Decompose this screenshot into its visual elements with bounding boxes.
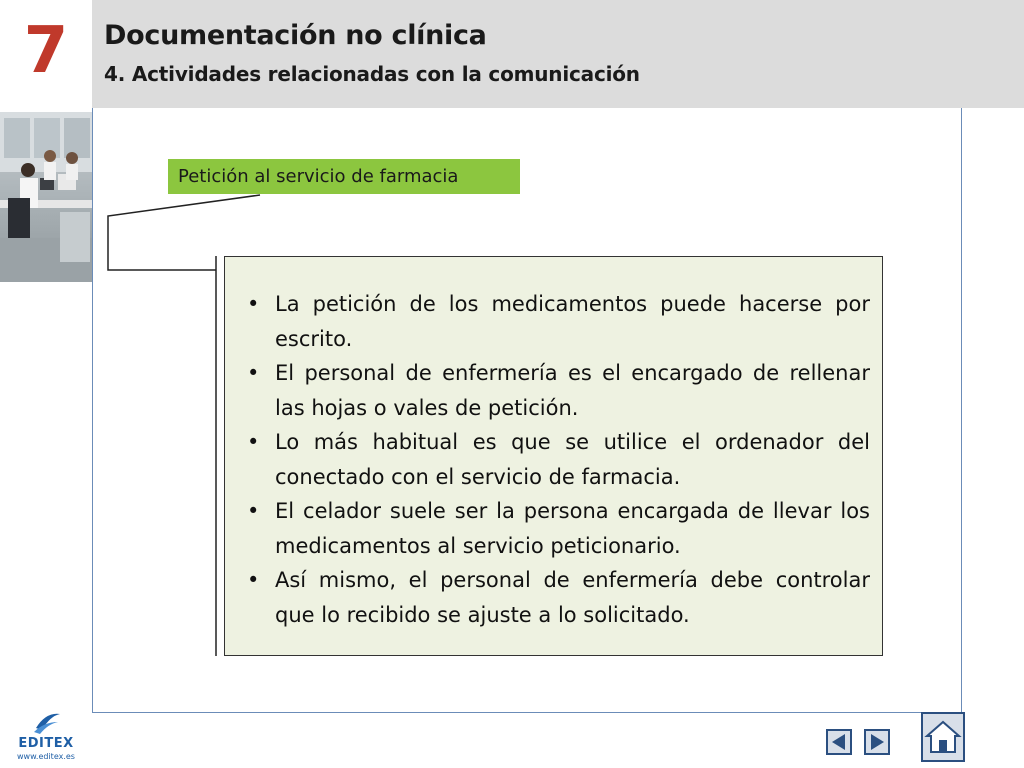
bullet-text: Así mismo, el personal de enfermería debe controlar que lo recibido se ajuste a lo solicitado.: [275, 568, 870, 627]
bullet-marker: •: [247, 361, 260, 385]
triangle-right-icon: [866, 731, 888, 753]
bullet-marker: •: [247, 292, 260, 316]
editex-url: www.editex.es: [17, 752, 75, 761]
editex-mark-icon: [32, 708, 62, 734]
editex-name: EDITEX: [18, 736, 74, 751]
bullet-text: El celador suele ser la persona encargada de llevar los medicamentos al servicio peticionario.: [275, 499, 870, 558]
bullet-text: El personal de enfermería es el encargado de rellenar las hojas o vales de petición.: [275, 361, 870, 420]
bullet-marker: •: [247, 430, 260, 454]
previous-slide-button[interactable]: [826, 729, 852, 755]
section-label: Petición al servicio de farmacia: [168, 159, 520, 194]
list-item: [247, 356, 870, 425]
house-icon: [923, 714, 963, 760]
bullet-text: La petición de los medicamentos puede hacerse por escrito.: [275, 292, 870, 351]
bullet-marker: •: [247, 499, 260, 523]
bullet-list: [247, 287, 870, 632]
editex-logo[interactable]: [10, 706, 82, 764]
bullet-box: [224, 256, 883, 656]
next-slide-button[interactable]: [864, 729, 890, 755]
list-item: [247, 287, 870, 356]
list-item: [247, 425, 870, 494]
home-button[interactable]: [921, 712, 965, 762]
triangle-left-icon: [828, 731, 850, 753]
page-subtitle: 4. Actividades relacionadas con la comunicación: [104, 62, 640, 86]
list-item: [247, 563, 870, 632]
list-item: [247, 494, 870, 563]
chapter-number: 7: [23, 14, 69, 88]
bullet-text: Lo más habitual es que se utilice el ordenador del conectado con el servicio de farmacia.: [275, 430, 870, 489]
page-title: Documentación no clínica: [104, 20, 487, 51]
bullet-marker: •: [247, 568, 260, 592]
